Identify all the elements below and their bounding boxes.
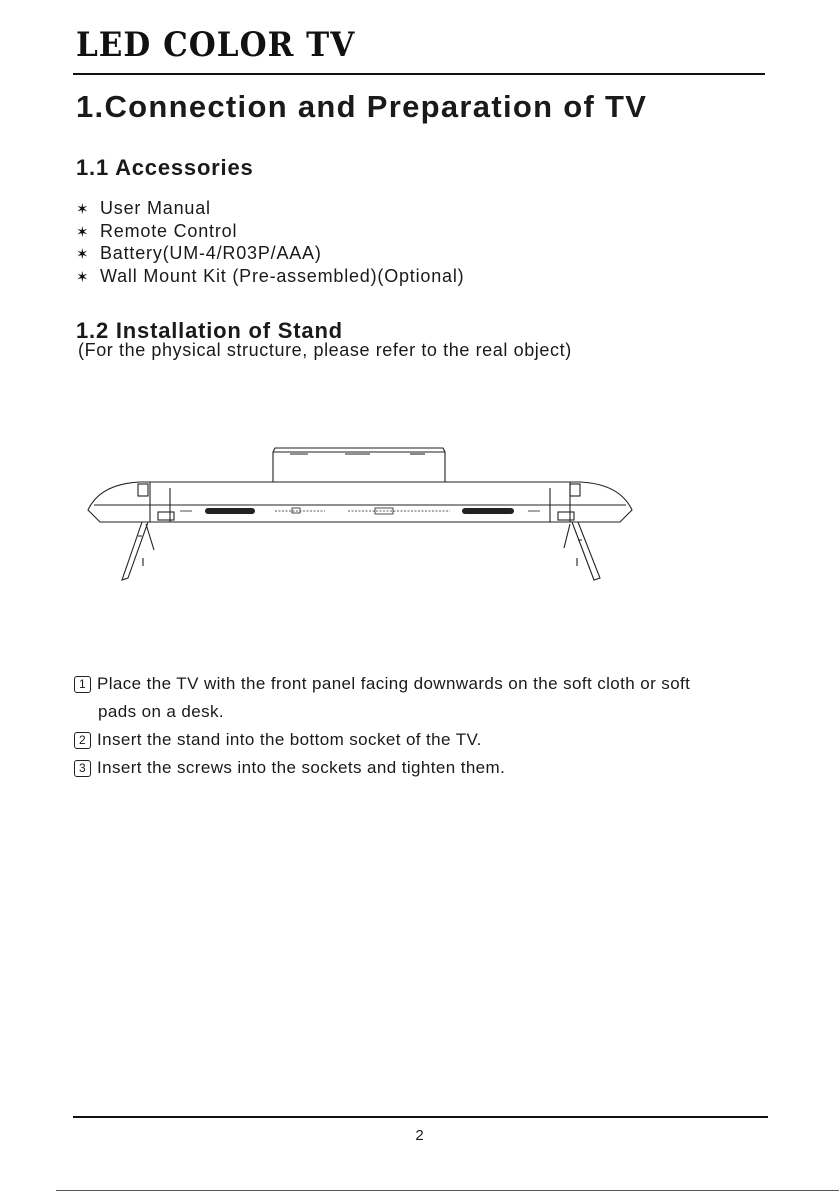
- section-title: 1.Connection and Preparation of TV: [76, 89, 648, 124]
- tv-stand-diagram: [80, 440, 650, 590]
- header-divider: [73, 73, 765, 75]
- accessories-list: [76, 197, 464, 287]
- footer-divider: [73, 1116, 768, 1118]
- step-1: 1 Place the TV with the front panel facing downwards on the soft cloth or soft: [74, 670, 764, 698]
- page-number: 2: [415, 1127, 424, 1144]
- accessories-heading: 1.1 Accessories: [76, 155, 254, 180]
- star-bullet-icon: ✶: [76, 201, 90, 218]
- list-item: ✶ User Manual: [76, 197, 464, 220]
- list-item: ✶ Battery(UM-4/R03P/AAA): [76, 242, 464, 265]
- step-number: 1: [74, 676, 91, 693]
- step-3: 3 Insert the screws into the sockets and tighten them.: [74, 754, 764, 782]
- brand-title: LED COLOR TV: [76, 26, 356, 65]
- step-1-continuation: pads on a desk.: [98, 702, 225, 721]
- stand-note: (For the physical structure, please refer to the real object): [78, 340, 572, 360]
- list-item: ✶ Wall Mount Kit (Pre-assembled)(Optional): [76, 265, 464, 288]
- step-number: 3: [74, 760, 91, 777]
- star-bullet-icon: ✶: [76, 246, 90, 263]
- star-bullet-icon: ✶: [76, 268, 90, 286]
- step-number: 2: [74, 732, 91, 749]
- star-bullet-icon: ✶: [76, 223, 90, 241]
- step-2: 2 Insert the stand into the bottom socket of the TV.: [74, 726, 764, 754]
- stand-heading: 1.2 Installation of Stand: [76, 318, 343, 343]
- list-item: ✶ Remote Control: [76, 220, 464, 243]
- installation-steps: [74, 670, 764, 782]
